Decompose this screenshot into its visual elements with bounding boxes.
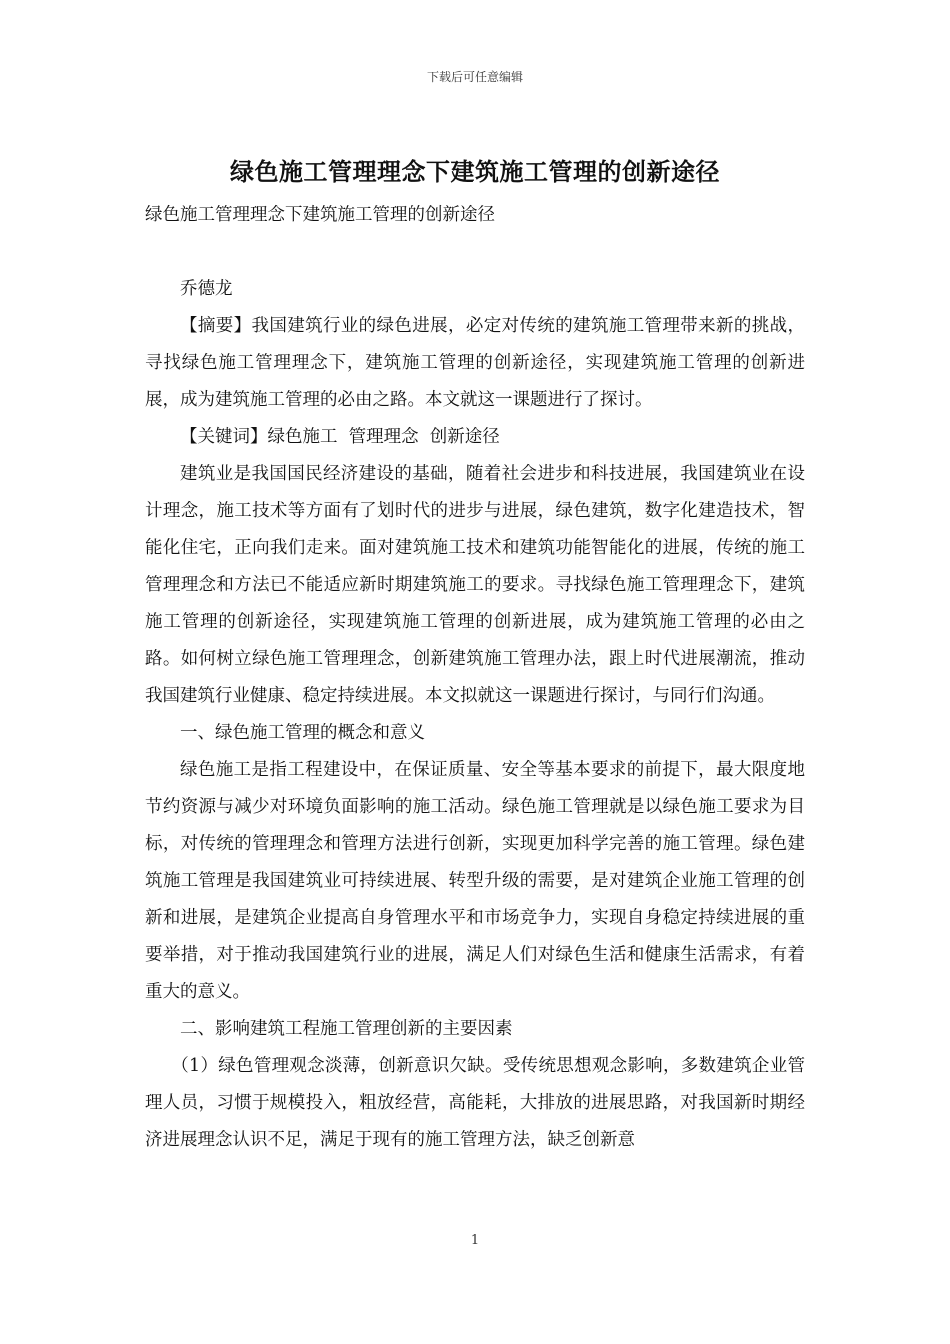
- page-header: 下载后可任意编辑: [426, 70, 523, 84]
- keywords-paragraph: 【关键词】绿色施工 管理理念 创新途径: [180, 427, 500, 447]
- body-paragraph: 建筑业是我国国民经济建设的基础，随着社会进步和科技进展，我国建筑业在设计理念，施工技术等方面有了划时代的进步与进展，绿色建筑，数字化建造技术，智能化住宅，正向我们走来。面对建筑施工技术和建筑功能智能化的进展，传统的施工管理理念和方法已不能适应新时期建筑施工的要求。寻找绿色施工管理理念下，建筑施工管理的创新途径，实现建筑施工管理的创新进展，成为建筑施工管理的必由之路。如何树立绿色施工管理理念，创新建筑施工管理办法，跟上时代进展潮流，推动我国建筑行业健康、稳定持续进展。本文拟就这一课题进行探讨，与同行们沟通。: [145, 464, 805, 706]
- abstract-paragraph: 【摘要】我国建筑行业的绿色进展，必定对传统的建筑施工管理带来新的挑战，寻找绿色施工管理理念下，建筑施工管理的创新途径，实现建筑施工管理的创新进展，成为建筑施工管理的必由之路。本文就这一课题进行了探讨。: [145, 316, 805, 410]
- subtitle: 绿色施工管理理念下建筑施工管理的创新途径: [145, 205, 495, 225]
- section-heading-1: 一、绿色施工管理的概念和意义: [180, 723, 425, 743]
- document-title: 绿色施工管理理念下建筑施工管理的创新途径: [230, 157, 720, 186]
- author: 乔德龙: [180, 279, 233, 299]
- body-paragraph: 绿色施工是指工程建设中，在保证质量、安全等基本要求的前提下，最大限度地节约资源与减少对环境负面影响的施工活动。绿色施工管理就是以绿色施工要求为目标，对传统的管理理念和管理方法进行创新，实现更加科学完善的施工管理。绿色建筑施工管理是我国建筑业可持续进展、转型升级的需要，是对建筑企业施工管理的创新和进展，是建筑企业提高自身管理水平和市场竞争力，实现自身稳定持续进展的重要举措，对于推动我国建筑行业的进展，满足人们对绿色生活和健康生活需求，有着重大的意义。: [145, 760, 805, 1002]
- body-paragraph: （1）绿色管理观念淡薄，创新意识欠缺。受传统思想观念影响，多数建筑企业管理人员，习惯于规模投入，粗放经营，高能耗，大排放的进展思路，对我国新时期经济进展理念认识不足，满足于现有的施工管理方法，缺乏创新意: [145, 1056, 805, 1150]
- document-body: [145, 197, 805, 1159]
- section-heading-2: 二、影响建筑工程施工管理创新的主要因素: [180, 1019, 513, 1039]
- blank-line: [145, 234, 805, 271]
- page-number: 1: [470, 1233, 480, 1248]
